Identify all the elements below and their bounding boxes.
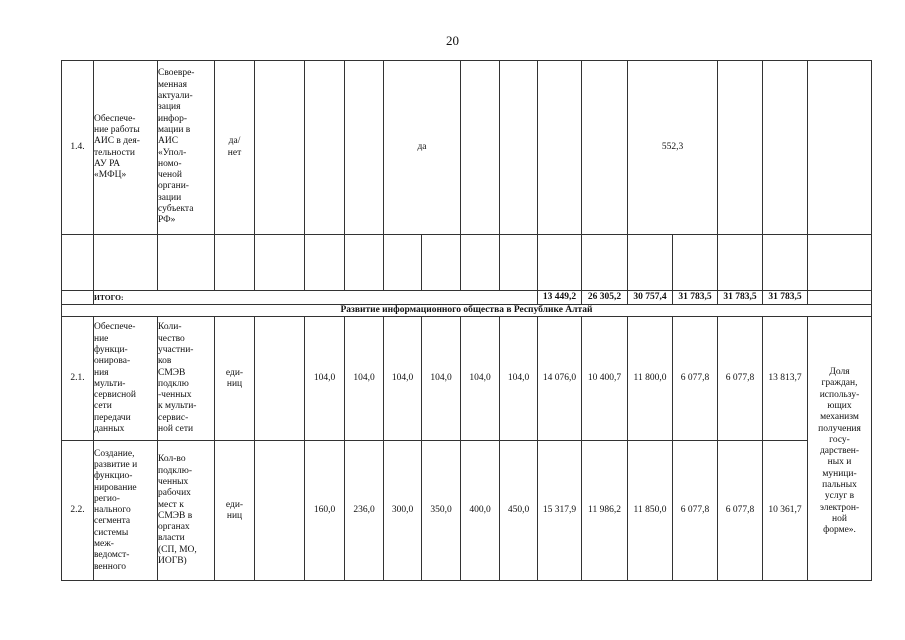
table-row xyxy=(62,61,872,235)
total-value: 31 783,5 xyxy=(718,291,763,305)
section-title: Развитие информационного общества в Республике Алтай xyxy=(62,305,872,317)
financing-value: 11 800,0 xyxy=(628,317,673,441)
financing-value: 10 400,7 xyxy=(582,317,628,441)
target-value: 300,0 xyxy=(384,441,422,581)
measure-name: Обеспече- ние функци- онирова- ния мульти- сервисной сети передачи данных xyxy=(94,317,158,441)
total-label: ИТОГО: xyxy=(94,291,538,305)
target-value: 104,0 xyxy=(345,317,384,441)
row-number: 1.4. xyxy=(62,61,94,235)
financing-cell: 552,3 xyxy=(628,61,718,235)
target-value: 350,0 xyxy=(422,441,461,581)
financing-value: 6 077,8 xyxy=(673,317,718,441)
target-value: 400,0 xyxy=(461,441,500,581)
target-value: 236,0 xyxy=(345,441,384,581)
row-number: 2.1. xyxy=(62,317,94,441)
target-value: 104,0 xyxy=(305,317,345,441)
financing-value: 6 077,8 xyxy=(718,317,763,441)
financing-value: 6 077,8 xyxy=(673,441,718,581)
section-row xyxy=(62,305,872,317)
indicator-name: Коли- чество участни- ков СМЭВ подклю -ченных к мульти- сервис- ной сети xyxy=(158,317,215,441)
total-value: 13 449,2 xyxy=(538,291,582,305)
measure-name: Создание, развитие и функцио- нирование регио- нального сегмента системы меж- ведомст- венного xyxy=(94,441,158,581)
indicator-name: Своевре- менная актуали- зация инфор- мации в АИС «Упол- номо- ченой органи- зации субъекта РФ» xyxy=(158,61,215,235)
row-number: 2.2. xyxy=(62,441,94,581)
total-value: 31 783,5 xyxy=(673,291,718,305)
target-value: 160,0 xyxy=(305,441,345,581)
value-cell: да xyxy=(384,61,461,235)
target-value: 450,0 xyxy=(500,441,538,581)
total-value: 31 783,5 xyxy=(763,291,808,305)
total-row xyxy=(62,291,872,305)
unit-cell: еди- ниц xyxy=(215,441,255,581)
target-value: 104,0 xyxy=(422,317,461,441)
financing-value: 10 361,7 xyxy=(763,441,808,581)
table-row xyxy=(62,317,872,441)
financing-value: 15 317,9 xyxy=(538,441,582,581)
total-value: 30 757,4 xyxy=(628,291,673,305)
target-value: 104,0 xyxy=(461,317,500,441)
financing-value: 11 850,0 xyxy=(628,441,673,581)
program-table xyxy=(61,60,872,581)
table-row xyxy=(62,235,872,291)
page-number: 20 xyxy=(446,33,459,48)
financing-value: 14 076,0 xyxy=(538,317,582,441)
target-indicator-note: Доля граждан, использу- ющих механизм получения госу- дарствен- ных и муници- пальных услуг в электрон- ной форме». xyxy=(808,317,872,581)
indicator-name: Кол-во подклю- ченных рабочих мест к СМЭВ в органах власти (СП, МО, ИОГВ) xyxy=(158,441,215,581)
financing-value: 6 077,8 xyxy=(718,441,763,581)
financing-value: 13 813,7 xyxy=(763,317,808,441)
measure-name: Обеспече- ние работы АИС в дея- тельности АУ РА «МФЦ» xyxy=(94,61,158,235)
unit-cell: да/ нет xyxy=(215,61,255,235)
total-value: 26 305,2 xyxy=(582,291,628,305)
target-value: 104,0 xyxy=(384,317,422,441)
financing-value: 11 986,2 xyxy=(582,441,628,581)
table-row xyxy=(62,441,872,581)
target-value: 104,0 xyxy=(500,317,538,441)
unit-cell: еди- ниц xyxy=(215,317,255,441)
